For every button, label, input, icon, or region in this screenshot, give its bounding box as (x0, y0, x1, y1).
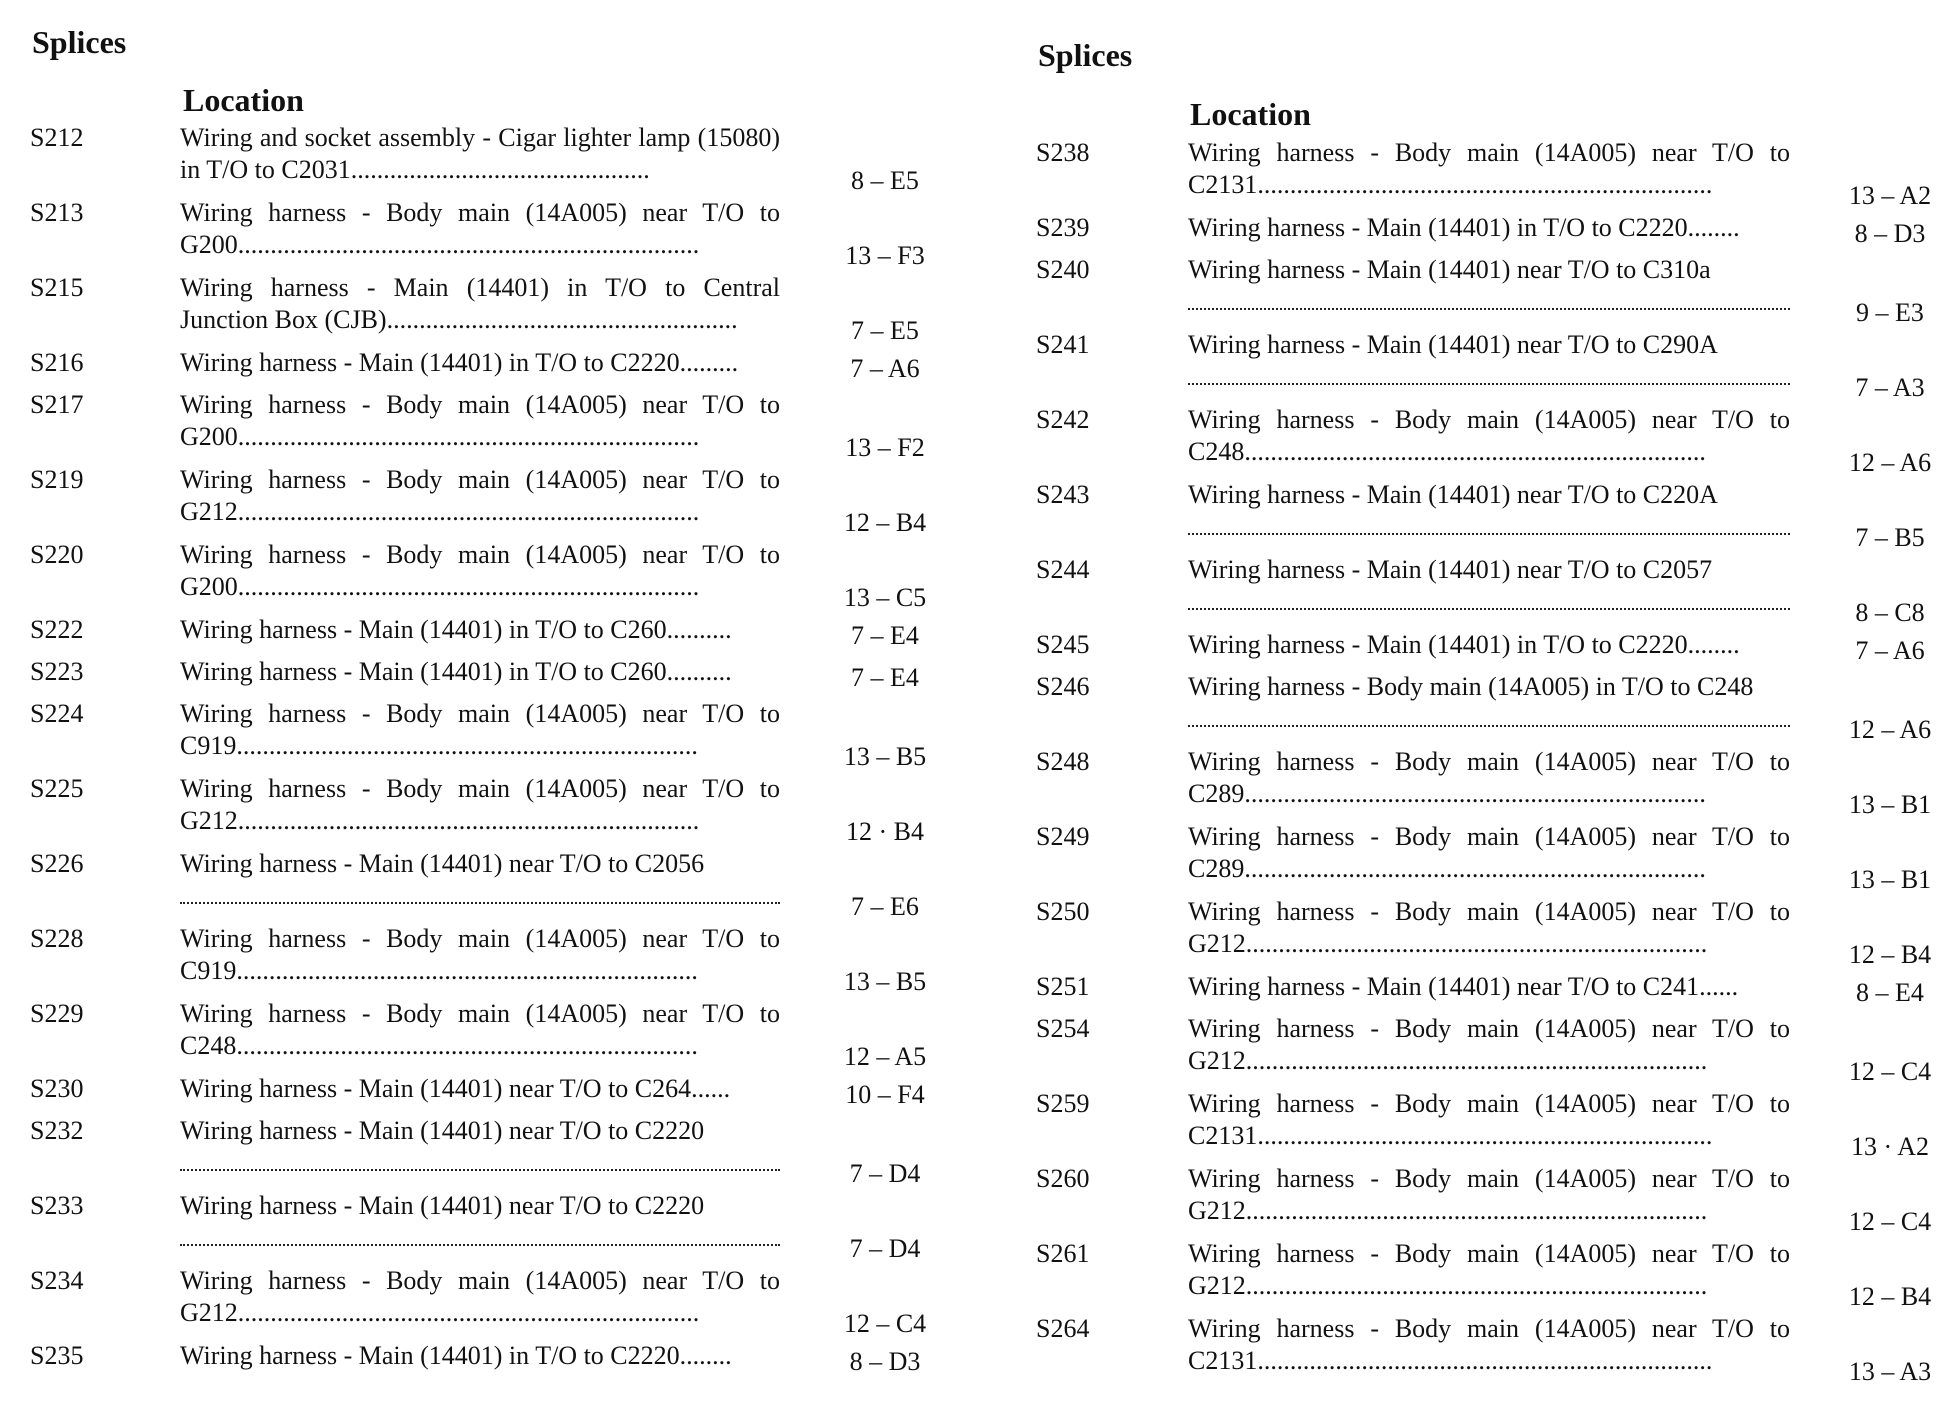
splice-row (1010, 254, 1952, 329)
splice-location: Wiring harness - Main (14401) in T/O to C2220........ (180, 1341, 732, 1370)
splice-row (0, 197, 960, 272)
splice-row (1010, 137, 1952, 212)
splice-code: S223 (30, 657, 84, 686)
splice-location: Wiring harness - Main (14401) near T/O to C2056 (180, 848, 780, 912)
splice-code: S212 (30, 123, 84, 152)
splice-row (1010, 629, 1952, 671)
splice-location: Wiring harness - Body main (14A005) near T/O to G212....................................................................... (1188, 1239, 1790, 1300)
splice-location: Wiring harness - Body main (14A005) near T/O to C248....................................................................... (180, 999, 780, 1060)
splice-code: S224 (30, 699, 84, 728)
splice-row (1010, 1088, 1952, 1163)
splice-location: Wiring harness - Main (14401) in T/O to C2220......... (180, 348, 739, 377)
splice-location: Wiring harness - Body main (14A005) near T/O to G212....................................................................... (180, 465, 780, 526)
splice-location: Wiring harness - Main (14401) near T/O to C290A (1188, 329, 1790, 393)
splice-row (0, 122, 960, 197)
grid-reference: 13 – A2 (1848, 181, 1932, 210)
splice-location: Wiring harness - Body main (14A005) near T/O to G212....................................................................... (1188, 1014, 1790, 1075)
splice-location: Wiring harness - Body main (14A005) near T/O to G200....................................................................... (180, 198, 780, 259)
splice-row (1010, 329, 1952, 404)
splice-row (1010, 821, 1952, 896)
splice-row (1010, 212, 1952, 254)
dot-leader (1188, 307, 1790, 310)
grid-reference: 13 · A2 (1851, 1132, 1929, 1161)
grid-reference: 7 – E4 (851, 663, 919, 692)
grid-reference: 12 – C4 (843, 1309, 927, 1338)
grid-reference: 7 – E4 (851, 621, 919, 650)
splice-code: S234 (30, 1266, 84, 1295)
splice-location: Wiring harness - Body main (14A005) near T/O to C2131...................................................................... (1188, 1089, 1790, 1150)
grid-reference: 13 – B1 (1848, 790, 1932, 819)
grid-reference: 10 – F4 (845, 1080, 925, 1109)
splice-code: S235 (30, 1341, 84, 1370)
grid-reference: 8 – D3 (849, 1347, 921, 1376)
grid-reference: 12 – B4 (1848, 940, 1932, 969)
splice-code: S225 (30, 774, 84, 803)
grid-reference: 12 – A5 (843, 1042, 927, 1071)
splice-row (1010, 1013, 1952, 1088)
splice-row (0, 923, 960, 998)
splice-code: S213 (30, 198, 84, 227)
splice-code: S242 (1036, 405, 1090, 434)
grid-reference: 7 – D4 (849, 1159, 921, 1188)
splice-location: Wiring harness - Body main (14A005) near T/O to C919....................................................................... (180, 699, 780, 760)
grid-reference: 12 – C4 (1848, 1207, 1932, 1236)
splice-row (0, 998, 960, 1073)
splice-code: S240 (1036, 255, 1090, 284)
splice-row (1010, 1313, 1952, 1388)
splice-row (0, 1073, 960, 1115)
grid-reference: 13 – C5 (843, 583, 927, 612)
splice-location: Wiring harness - Main (14401) near T/O to C310a (1188, 254, 1790, 318)
splice-location: Wiring harness - Body main (14A005) near T/O to G200....................................................................... (180, 390, 780, 451)
splice-row (0, 1190, 960, 1265)
splice-code: S248 (1036, 747, 1090, 776)
splice-row (1010, 971, 1952, 1013)
grid-reference: 9 – E3 (1856, 298, 1924, 327)
splice-location: Wiring harness - Main (14401) in T/O to C260.......... (180, 615, 732, 644)
splice-row (1010, 1238, 1952, 1313)
splice-row (0, 848, 960, 923)
dot-leader (180, 1168, 780, 1171)
grid-reference: 7 – A3 (1855, 373, 1925, 402)
splice-code: S245 (1036, 630, 1090, 659)
dot-leader (180, 901, 780, 904)
grid-reference: 12 – A6 (1848, 715, 1932, 744)
splice-location: Wiring harness - Main (14401) near T/O to C2057 (1188, 554, 1790, 618)
splice-row (1010, 554, 1952, 629)
splices-heading: Splices (1038, 37, 1133, 73)
splice-row (0, 389, 960, 464)
splice-code: S250 (1036, 897, 1090, 926)
splice-row (1010, 404, 1952, 479)
splice-code: S232 (30, 1116, 84, 1145)
grid-reference: 12 – C4 (1848, 1057, 1932, 1086)
grid-reference: 8 – C8 (1855, 598, 1925, 627)
splice-location: Wiring harness - Body main (14A005) near T/O to G200....................................................................... (180, 540, 780, 601)
grid-reference: 13 – F3 (845, 241, 925, 270)
splice-row (0, 1265, 960, 1340)
splice-location: Wiring harness - Main (14401) in T/O to C2220........ (1188, 213, 1740, 242)
splice-location: Wiring harness - Main (14401) near T/O to C2220 (180, 1115, 780, 1179)
splice-row (0, 272, 960, 347)
splice-location: Wiring harness - Main (14401) near T/O to C264...... (180, 1074, 731, 1103)
splice-row (0, 614, 960, 656)
splice-row (0, 1340, 960, 1382)
splice-location: Wiring and socket assembly - Cigar lighter lamp (15080) in T/O to C2031.............................................. (180, 123, 780, 184)
location-subheading: Location (183, 82, 304, 118)
splice-code: S238 (1036, 138, 1090, 167)
splice-location: Wiring harness - Main (14401) near T/O to C220A (1188, 479, 1790, 543)
splice-code: S261 (1036, 1239, 1090, 1268)
grid-reference: 13 – B1 (1848, 865, 1932, 894)
grid-reference: 12 – B4 (1848, 1282, 1932, 1311)
location-subheading: Location (1190, 96, 1311, 132)
dot-leader (1188, 532, 1790, 535)
splice-location: Wiring harness - Body main (14A005) in T/O to C248 (1188, 671, 1790, 735)
splice-row (0, 773, 960, 848)
splice-row (1010, 1163, 1952, 1238)
dot-leader (1188, 382, 1790, 385)
splice-location: Wiring harness - Body main (14A005) near T/O to C2131...................................................................... (1188, 138, 1790, 199)
splice-row (1010, 896, 1952, 971)
dot-leader (1188, 724, 1790, 727)
splice-location: Wiring harness - Body main (14A005) near T/O to C2131...................................................................... (1188, 1314, 1790, 1375)
splice-row (0, 464, 960, 539)
splice-code: S259 (1036, 1089, 1090, 1118)
splice-code: S229 (30, 999, 84, 1028)
splice-location: Wiring harness - Body main (14A005) near T/O to C289....................................................................... (1188, 747, 1790, 808)
splice-code: S251 (1036, 972, 1090, 1001)
splice-code: S222 (30, 615, 84, 644)
splice-row (0, 347, 960, 389)
splice-row (0, 698, 960, 773)
splice-code: S239 (1036, 213, 1090, 242)
grid-reference: 7 – B5 (1855, 523, 1925, 552)
splice-row (0, 1115, 960, 1190)
splice-code: S215 (30, 273, 84, 302)
splice-location: Wiring harness - Main (14401) in T/O to C2220........ (1188, 630, 1740, 659)
grid-reference: 7 – E6 (851, 892, 919, 921)
splice-row (1010, 746, 1952, 821)
grid-reference: 8 – E5 (851, 166, 919, 195)
grid-reference: 13 – F2 (845, 433, 925, 462)
splice-code: S249 (1036, 822, 1090, 851)
splice-code: S246 (1036, 672, 1090, 701)
splice-code: S220 (30, 540, 84, 569)
grid-reference: 7 – D4 (849, 1234, 921, 1263)
splice-code: S233 (30, 1191, 84, 1220)
splice-code: S230 (30, 1074, 84, 1103)
splice-location: Wiring harness - Body main (14A005) near T/O to C248....................................................................... (1188, 405, 1790, 466)
grid-reference: 8 – D3 (1854, 219, 1926, 248)
splice-location: Wiring harness - Main (14401) in T/O to Central Junction Box (CJB)...................................................... (180, 273, 780, 334)
splice-row (0, 656, 960, 698)
splice-list (1010, 137, 1952, 1388)
splice-location: Wiring harness - Main (14401) near T/O to C241...... (1188, 972, 1739, 1001)
grid-reference: 12 · B4 (846, 817, 924, 846)
grid-reference: 7 – A6 (1855, 636, 1925, 665)
splice-code: S244 (1036, 555, 1090, 584)
splice-location: Wiring harness - Body main (14A005) near T/O to G212....................................................................... (180, 1266, 780, 1327)
splice-code: S216 (30, 348, 84, 377)
splice-code: S226 (30, 849, 84, 878)
splice-code: S254 (1036, 1014, 1090, 1043)
grid-reference: 8 – E4 (1856, 978, 1924, 1007)
splice-location: Wiring harness - Body main (14A005) near T/O to G212....................................................................... (1188, 1164, 1790, 1225)
grid-reference: 7 – A6 (850, 354, 920, 383)
grid-reference: 13 – B5 (843, 967, 927, 996)
dot-leader (1188, 607, 1790, 610)
splice-row (0, 539, 960, 614)
splice-location: Wiring harness - Body main (14A005) near T/O to C289....................................................................... (1188, 822, 1790, 883)
splice-location: Wiring harness - Body main (14A005) near T/O to G212....................................................................... (180, 774, 780, 835)
grid-reference: 12 – B4 (843, 508, 927, 537)
grid-reference: 13 – B5 (843, 742, 927, 771)
splice-code: S264 (1036, 1314, 1090, 1343)
splice-code: S219 (30, 465, 84, 494)
splice-location: Wiring harness - Body main (14A005) near T/O to G212....................................................................... (1188, 897, 1790, 958)
splice-location: Wiring harness - Main (14401) near T/O to C2220 (180, 1190, 780, 1254)
splice-code: S243 (1036, 480, 1090, 509)
splice-location: Wiring harness - Main (14401) in T/O to C260.......... (180, 657, 732, 686)
splice-code: S228 (30, 924, 84, 953)
splice-code: S260 (1036, 1164, 1090, 1193)
grid-reference: 12 – A6 (1848, 448, 1932, 477)
splices-heading: Splices (32, 24, 127, 60)
splice-list (0, 122, 960, 1382)
dot-leader (180, 1243, 780, 1246)
splice-location: Wiring harness - Body main (14A005) near T/O to C919....................................................................... (180, 924, 780, 985)
splice-code: S241 (1036, 330, 1090, 359)
splice-row (1010, 671, 1952, 746)
splice-code: S217 (30, 390, 84, 419)
grid-reference: 7 – E5 (851, 316, 919, 345)
splice-row (1010, 479, 1952, 554)
grid-reference: 13 – A3 (1848, 1357, 1932, 1386)
